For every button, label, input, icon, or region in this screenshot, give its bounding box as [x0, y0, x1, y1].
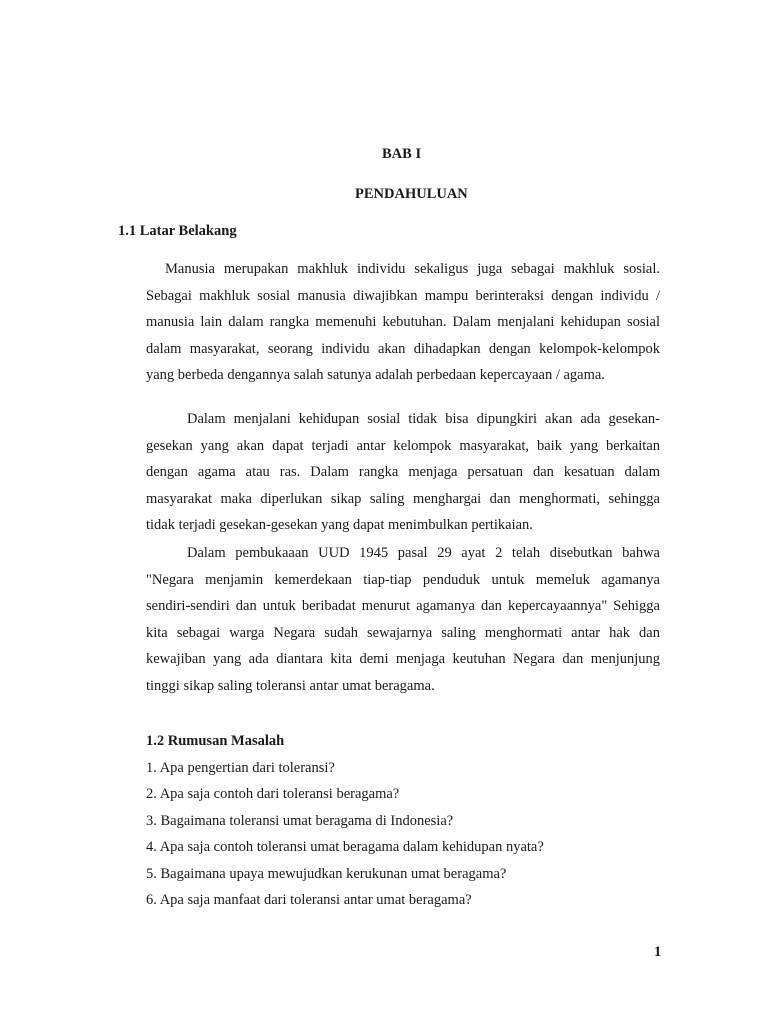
list-item: 6. Apa saja manfaat dari toleransi antar umat beragama? [146, 892, 472, 908]
list-item: 3. Bagaimana toleransi umat beragama di Indonesia? [146, 813, 454, 829]
text-line: "Negara menjamin kemerdekaan tiap-tiap penduduk untuk memeluk agamanya [146, 572, 660, 588]
text-line: Manusia merupakan makhluk individu sekaligus juga sebagai makhluk sosial. [165, 261, 660, 277]
chapter-title: PENDAHULUAN [355, 186, 468, 202]
text-line: masyarakat maka diperlukan sikap saling menghargai dan menghormati, sehingga [146, 491, 660, 507]
list-item: 4. Apa saja contoh toleransi umat beragama dalam kehidupan nyata? [146, 839, 544, 855]
text-line: Dalam menjalani kehidupan sosial tidak bisa dipungkiri akan ada gesekan- [187, 411, 660, 427]
page-number: 1 [654, 944, 662, 960]
text-line: gesekan yang akan dapat terjadi antar kelompok masyarakat, baik yang berkaitan [146, 438, 660, 454]
text-line: kita sebagai warga Negara sudah sewajarnya saling menghormati antar hak dan [146, 625, 660, 641]
text-line: manusia lain dalam rangka memenuhi kebutuhan. Dalam menjalani kehidupan sosial [146, 314, 660, 330]
text-line: dengan agama atau ras. Dalam rangka menjaga persatuan dan kesatuan dalam [146, 464, 660, 480]
list-item: 2. Apa saja contoh dari toleransi beragama? [146, 786, 400, 802]
section-heading: 1.1 Latar Belakang [118, 223, 237, 239]
text-line: dalam masyarakat, seorang individu akan dihadapkan dengan kelompok-kelompok [146, 341, 660, 357]
list-item: 1. Apa pengertian dari toleransi? [146, 760, 335, 776]
section-heading: 1.2 Rumusan Masalah [146, 733, 285, 749]
text-line: kewajiban yang ada diantara kita demi menjaga keutuhan Negara dan menjunjung [146, 651, 660, 667]
chapter-label: BAB I [382, 146, 422, 162]
text-line: sendiri-sendiri dan untuk beribadat menurut agamanya dan kepercayaannya" Sehigga [146, 598, 660, 614]
list-item: 5. Bagaimana upaya mewujudkan kerukunan umat beragama? [146, 866, 507, 882]
text-line: tinggi sikap saling toleransi antar umat beragama. [146, 678, 435, 694]
text-line: tidak terjadi gesekan-gesekan yang dapat menimbulkan pertikaian. [146, 517, 533, 533]
text-line: Sebagai makhluk sosial manusia diwajibkan mampu berinteraksi dengan individu / [146, 288, 660, 304]
text-line: yang berbeda dengannya salah satunya adalah perbedaan kepercayaan / agama. [146, 367, 605, 383]
text-line: Dalam pembukaaan UUD 1945 pasal 29 ayat 2 telah disebutkan bahwa [187, 545, 660, 561]
